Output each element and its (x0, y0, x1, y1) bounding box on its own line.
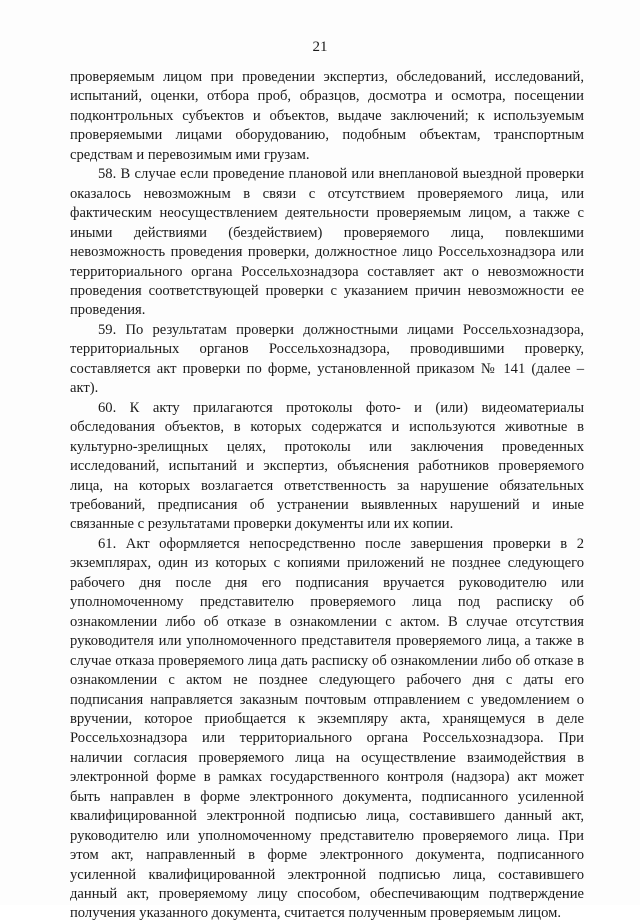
paragraph-58: 58. В случае если проведение плановой или внеплановой выездной проверки оказалось невозможным в связи с отсутствием проверяемого лица, или фактическим неосуществлением деятельности проверяемым лицом, а также с иными действиями (бездействием) проверяемого лица, повлекшими невозможность проведения проверки, должностное лицо Россельхознадзора или территориального органа Россельхознадзора составляет акт о невозможности проведения соответствующей проверки с указанием причин невозможности ее проведения. (70, 166, 584, 319)
paragraph-59: 59. По результатам проверки должностными лицами Россельхознадзора, территориальных органов Россельхознадзора, проводившими проверку, составляется акт проверки по форме, установленной приказом № 141 (далее – акт). (70, 321, 584, 397)
paragraph-61: 61. Акт оформляется непосредственно после завершения проверки в 2 экземплярах, один из которых с копиями приложений не позднее следующего рабочего дня после дня его подписания вручается руководителю или уполномоченному представителю проверяемого лица под расписку об ознакомлении либо об отказе в ознакомлении с актом. В случае отсутствия руководителя или уполномоченного представителя проверяемого лица, а также в случае отказа проверяемого лица дать расписку об ознакомлении либо об отказе в ознакомлении с актом не позднее следующего рабочего дня с даты его подписания направляется заказным почтовым отправлением с уведомлением о вручении, которое приобщается к экземпляру акта, хранящемуся в деле Россельхознадзора или территориального органа Россельхознадзора. При наличии согласия проверяемого лица на осуществление взаимодействия в электронной форме в рамках государственного контроля (надзора) акт может быть направлен в форме электронного документа, подписанного усиленной квалифицированной электронной подписью лица, составившего данный акт, руководителю или уполномоченному представителю проверяемого лица. При этом акт, направленный в форме электронного документа, подписанного усиленной квалифицированной электронной подписью лица, составившего данный акт, проверяемому лицу способом, обеспечивающим подтверждение получения указанного документа, считается полученным проверяемым лицом. (70, 535, 584, 922)
page-number: 21 (312, 39, 328, 55)
document-body (70, 68, 584, 924)
paragraph-60: 60. К акту прилагаются протоколы фото- и (или) видеоматериалы обследования объектов, в которых содержатся и используются животные в культурно-зрелищных целях, протоколы или заключения проведенных исследований, испытаний и экспертиз, объяснения работников проверяемого лица, на которых возлагается ответственность за нарушение обязательных требований, предписания об устранении выявленных нарушений и иные связанные с результатами проверки документы или их копии. (70, 399, 584, 533)
paragraph-continuation: проверяемым лицом при проведении экспертиз, обследований, исследований, испытаний, оценки, отбора проб, образцов, досмотра и осмотра, посещении подконтрольных субъектов и объектов, выдаче заключений; к используемым проверяемыми лицами оборудованию, подобным объектам, транспортным средствам и перевозимым ими грузам. (70, 69, 584, 163)
